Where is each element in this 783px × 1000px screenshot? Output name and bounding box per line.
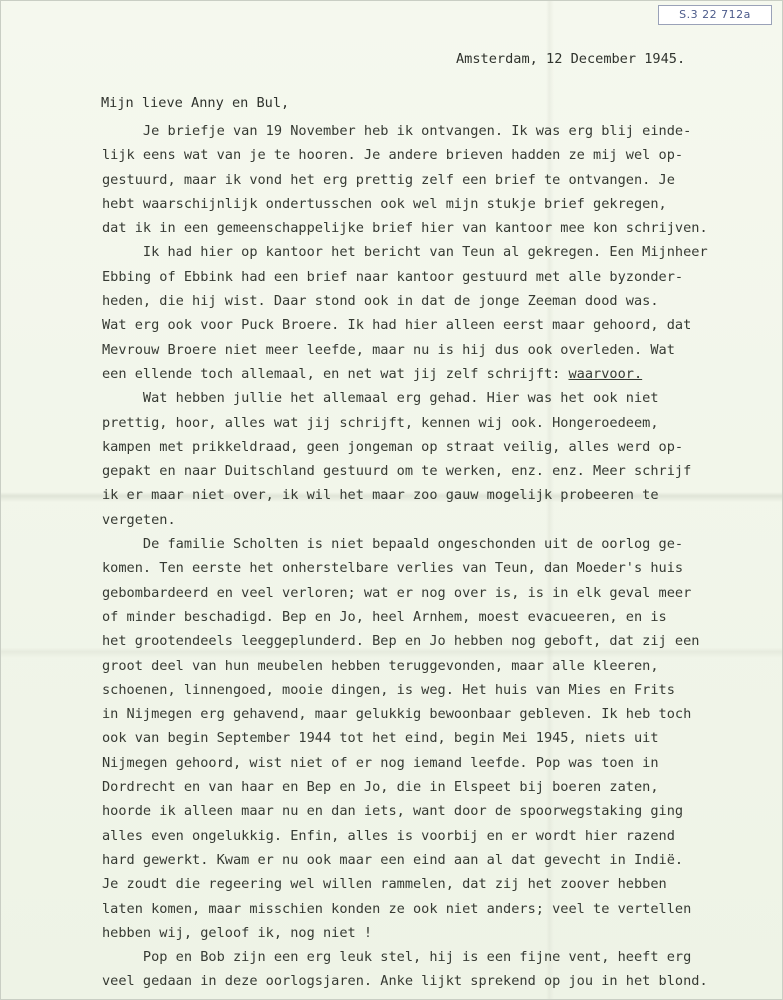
body-line: schoenen, linnengoed, mooie dingen, is weg. Het huis van Mies en Frits <box>102 681 675 698</box>
body-line: gebombardeerd en veel verloren; wat er nog over is, is in elk geval meer <box>102 584 692 601</box>
body-line: laten komen, maar misschien konden ze ook niet anders; veel te vertellen <box>102 900 692 917</box>
body-line: Ebbing of Ebbink had een brief naar kantoor gestuurd met alle byzonder- <box>102 268 684 285</box>
body-line-start: een ellende toch allemaal, en net wat jij zelf schrijft: <box>102 365 569 382</box>
letter-salutation: Mijn lieve Anny en Bul, <box>101 95 290 111</box>
body-line: heden, die hij wist. Daar stond ook in dat de jonge Zeeman dood was. <box>102 293 659 310</box>
body-line: ik er maar niet over, ik wil het maar zoo gauw mogelijk probeeren te <box>102 487 659 504</box>
body-line: in Nijmegen erg gehavend, maar gelukkig bewoonbaar gebleven. Ik heb toch <box>102 706 692 723</box>
archive-reference-label: S.3 22 712a <box>658 5 772 25</box>
body-line: lijk eens wat van je te hooren. Je andere brieven hadden ze mij wel op- <box>102 147 684 164</box>
underlined-word: waarvoor. <box>568 365 643 382</box>
body-line: hoorde ik alleen maar nu en dan iets, want door de spoorwegstaking ging <box>102 803 684 820</box>
body-line: gepakt en naar Duitschland gestuurd om te werken, enz. enz. Meer schrijf <box>102 463 692 480</box>
body-line: ook van begin September 1944 tot het eind, begin Mei 1945, niets uit <box>102 730 659 747</box>
body-line: groot deel van hun meubelen hebben teruggevonden, maar alle kleeren, <box>102 657 659 674</box>
body-line: hard gewerkt. Kwam er nu ook maar een eind aan al dat gevecht in Indië. <box>102 851 684 868</box>
body-line: Mevrouw Broere niet meer leefde, maar nu is hij dus ook overleden. Wat <box>102 341 675 358</box>
body-line: hebt waarschijnlijk ondertusschen ook wel mijn stukje brief gekregen, <box>102 195 667 212</box>
body-line: Je briefje van 19 November heb ik ontvangen. Ik was erg blij einde- <box>102 123 692 139</box>
body-line: gestuurd, maar ik vond het erg prettig zelf een brief te ontvangen. Je <box>102 171 675 188</box>
body-line: De familie Scholten is niet bepaald ongeschonden uit de oorlog ge- <box>102 536 684 553</box>
body-line: kampen met prikkeldraad, geen jongeman op straat veilig, alles werd op- <box>102 438 684 455</box>
body-line: Je zoudt die regeering wel willen rammelen, dat zij het zoover hebben <box>102 876 667 893</box>
body-line-with-underline <box>102 362 772 386</box>
body-line: prettig, hoor, alles wat jij schrijft, kennen wij ook. Hongeroedeem, <box>102 414 659 431</box>
body-line: Dordrecht en van haar en Bep en Jo, die in Elspeet bij boeren zaten, <box>102 779 659 796</box>
body-line: Wat erg ook voor Puck Broere. Ik had hier alleen eerst maar gehoord, dat <box>102 317 692 334</box>
body-line: alles even ongelukkig. Enfin, alles is voorbij en er wordt hier razend <box>102 827 675 844</box>
body-line: hebben wij, geloof ik, nog niet ! <box>102 924 373 941</box>
letter-dateline: Amsterdam, 12 December 1945. <box>456 51 686 67</box>
body-line: Ik had hier op kantoor het bericht van Teun al gekregen. Een Mijnheer <box>102 244 708 261</box>
body-line: vergeten. <box>102 511 176 528</box>
body-line: komen. Ten eerste het onherstelbare verlies van Teun, dan Moeder's huis <box>102 560 684 577</box>
body-line: Wat hebben jullie het allemaal erg gehad. Hier was het ook niet <box>102 390 659 407</box>
body-line: Nijmegen gehoord, wist niet of er nog iemand leefde. Pop was toen in <box>102 754 659 771</box>
body-line: of minder beschadigd. Bep en Jo, heel Arnhem, moest evacueeren, en is <box>102 608 667 625</box>
body-line: Pop en Bob zijn een erg leuk stel, hij is een fijne vent, heeft erg <box>102 949 692 966</box>
body-line: het grootendeels leeggeplunderd. Bep en Jo hebben nog geboft, dat zij een <box>102 633 700 650</box>
letter-body <box>102 119 772 994</box>
body-line: dat ik in een gemeenschappelijke brief hier van kantoor mee kon schrijven. <box>102 220 708 237</box>
body-line: veel gedaan in deze oorlogsjaren. Anke lijkt sprekend op jou in het blond. <box>102 973 708 990</box>
